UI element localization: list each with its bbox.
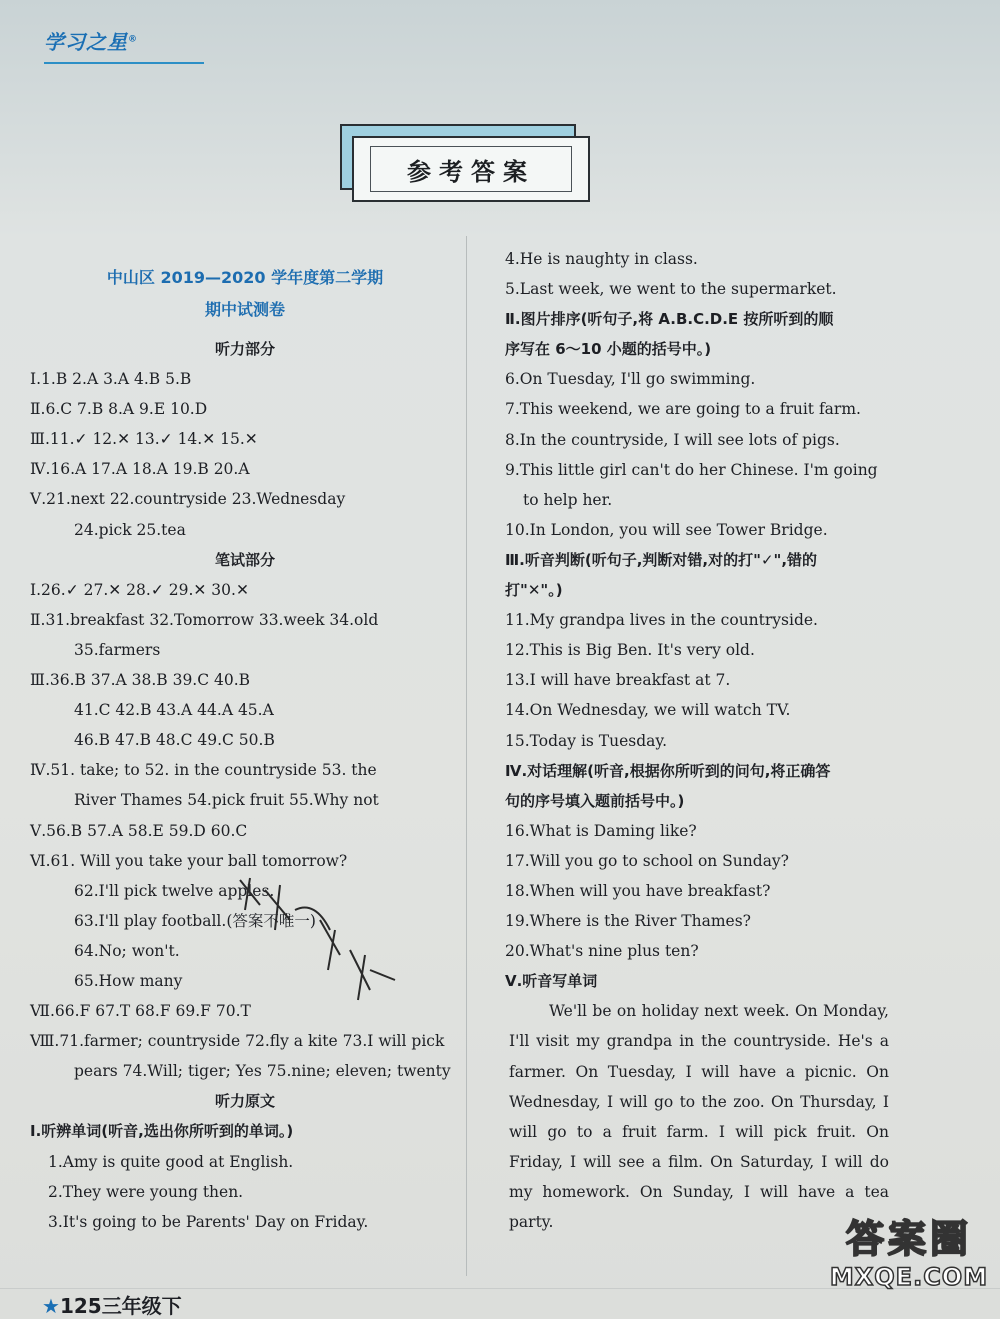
transcript-line: 20.What's nine plus ten? (505, 942, 699, 961)
answer-line: Ⅳ.51. take; to 52. in the countryside 53. the (30, 761, 377, 780)
section-title: 序写在 6～10 小题的括号中。) (505, 340, 712, 359)
transcript-line: 18.When will you have breakfast? (505, 881, 771, 900)
answer-line: Ⅲ.11.✓ 12.✕ 13.✓ 14.✕ 15.✕ (30, 430, 258, 449)
answer-line: Ⅶ.66.F 67.T 68.F 69.F 70.T (30, 1002, 251, 1021)
title-banner (352, 136, 590, 202)
transcript-line: 2.They were young then. (48, 1182, 244, 1201)
answer-line: 35.farmers (74, 640, 161, 659)
section-title: Ⅳ.对话理解(听音,根据你所听到的问句,将正确答 (505, 761, 831, 780)
transcript-line: 14.On Wednesday, we will watch TV. (505, 701, 791, 720)
transcript-line: 10.In London, you will see Tower Bridge. (505, 520, 828, 539)
site-watermark (820, 1208, 998, 1316)
transcript-line: 4.He is naughty in class. (505, 250, 698, 268)
transcript-heading: 听力原文 (214, 1092, 275, 1111)
transcript-line: 12.This is Big Ben. It's very old. (505, 641, 755, 660)
transcript-line: 16.What is Daming like? (505, 821, 697, 840)
transcript-line: 13.I will have breakfast at 7. (505, 671, 731, 690)
answer-line: Ⅵ.61. Will you take your ball tomorrow? (30, 851, 348, 870)
transcript-line: 9.This little girl can't do her Chinese. I'm going (505, 460, 878, 479)
exam-title-line2: 期中试测卷 (204, 300, 285, 319)
answer-line: Ⅴ.56.B 57.A 58.E 59.D 60.C (30, 821, 248, 840)
answer-line: 41.C 42.B 43.A 44.A 45.A (74, 701, 274, 720)
right-column (505, 244, 890, 1237)
answer-line: Ⅱ.6.C 7.B 8.A 9.E 10.D (30, 400, 208, 419)
grade-label: 三年级下 (101, 1294, 182, 1318)
column-divider (466, 236, 467, 1276)
watermark-url: MXQE.COM (829, 1263, 989, 1291)
answer-line: 24.pick 25.tea (74, 520, 186, 539)
transcript-line: 15.Today is Tuesday. (505, 731, 668, 750)
transcript-line: 1.Amy is quite good at English. (48, 1152, 294, 1171)
section-title: Ⅱ.图片排序(听句子,将 A.B.C.D.E 按所听到的顺 (505, 310, 834, 329)
section-title: 句的序号填入题前括号中。) (505, 791, 685, 810)
transcript-line: 11.My grandpa lives in the countryside. (505, 611, 818, 630)
answer-line: Ⅴ.21.next 22.countryside 23.Wednesday (30, 490, 346, 509)
section-title: Ⅰ.听辨单词(听音,选出你所听到的单词。) (30, 1122, 294, 1141)
handwriting-scribble (220, 860, 420, 1010)
answer-line: Ⅱ.31.breakfast 32.Tomorrow 33.week 34.old (30, 610, 379, 629)
transcript-line: 5.Last week, we went to the supermarket. (505, 280, 837, 299)
left-column (30, 262, 460, 1237)
transcript-line: 7.This weekend, we are going to a fruit farm. (505, 400, 861, 419)
answer-line: 46.B 47.B 48.C 49.C 50.B (74, 731, 275, 750)
page-footer (42, 1290, 182, 1319)
transcript-line: 3.It's going to be Parents' Day on Friday. (48, 1212, 369, 1231)
section-title: Ⅴ.听音写单词 (505, 972, 598, 991)
watermark-logo-text: 答案圈 (845, 1217, 972, 1261)
answer-line: 62.I'll pick twelve apples. (74, 881, 275, 900)
page-number: 125 (59, 1294, 102, 1318)
answer-line: Ⅳ.16.A 17.A 18.A 19.B 20.A (30, 460, 250, 479)
answer-line: Ⅰ.26.✓ 27.✕ 28.✓ 29.✕ 30.✕ (30, 580, 249, 599)
transcript-line: 17.Will you go to school on Sunday? (505, 851, 789, 870)
answer-line: 65.How many (74, 971, 183, 990)
answer-line: 64.No; won't. (74, 941, 180, 960)
transcript-line: 6.On Tuesday, I'll go swimming. (505, 370, 756, 389)
transcript-line: 8.In the countryside, I will see lots of pigs. (505, 430, 840, 449)
section-title: Ⅲ.听音判断(听句子,判断对错,对的打"✓",错的 (505, 550, 818, 569)
page-title: 参考答案 (407, 157, 535, 186)
transcript-line: 19.Where is the River Thames? (505, 912, 751, 931)
written-heading: 笔试部分 (214, 550, 275, 569)
transcript-line: to help her. (523, 490, 613, 509)
answer-line: Ⅲ.36.B 37.A 38.B 39.C 40.B (30, 671, 251, 690)
answer-line: River Thames 54.pick fruit 55.Why not (74, 791, 379, 810)
dictation-paragraph: We'll be on holiday next week. On Monday, I'll visit my grandpa in the countryside. He's a farmer. On Tuesday, I will have a picnic. On Wednesday, I will go to the zoo. On Thursday, I will go to a fruit farm. I will pick fruit. On Friday, I will see a film. On Saturday, I will do my homework. On Sunday, I will have a tea party. (509, 1002, 889, 1231)
listening-heading: 听力部分 (214, 340, 275, 358)
brand-logo: 学习之星® (44, 26, 204, 64)
star-icon: ★ (42, 1294, 60, 1318)
exam-title-line1: 中山区 2019—2020 学年度第二学期 (106, 268, 384, 287)
section-title: 打"✕"。) (505, 581, 563, 600)
answer-line: Ⅰ.1.B 2.A 3.A 4.B 5.B (30, 370, 192, 389)
answer-line: pears 74.Will; tiger; Yes 75.nine; eleven; twenty (74, 1062, 451, 1081)
answer-line: 63.I'll play football.(答案不唯一) (74, 911, 316, 930)
answer-line: Ⅷ.71.farmer; countryside 72.fly a kite 73.I will pick (30, 1032, 445, 1051)
